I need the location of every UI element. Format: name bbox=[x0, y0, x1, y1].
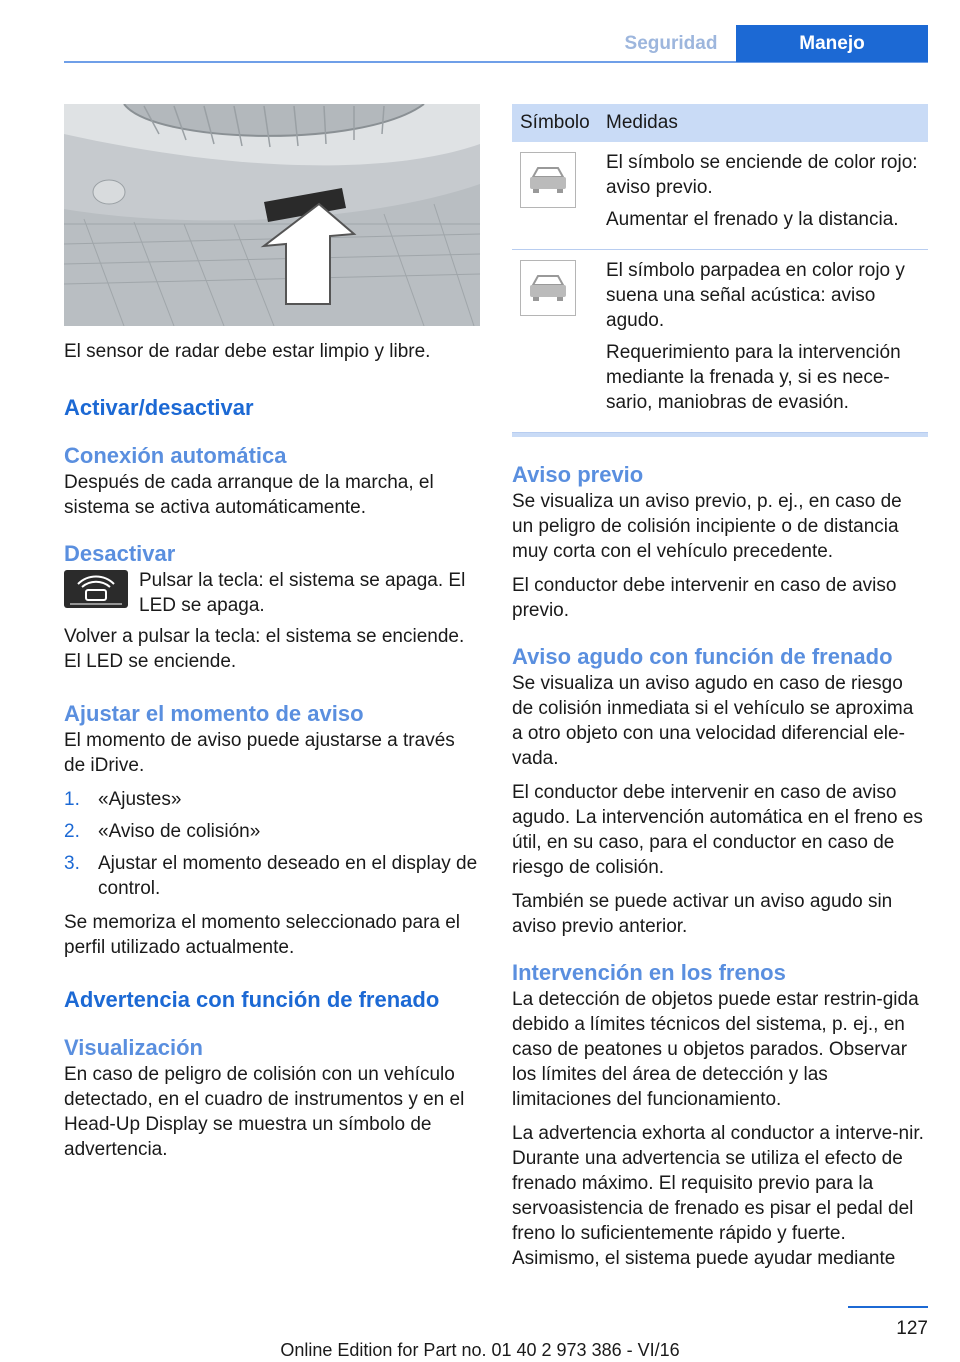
edition-footer: Online Edition for Part no. 01 40 2 973 386 - VI/16 bbox=[280, 1340, 680, 1360]
car-warning-symbol-icon bbox=[520, 152, 576, 208]
paragraph-auto: Después de cada arranque de la marcha, el sistema se activa automáticamente. bbox=[64, 472, 434, 518]
tab-driving[interactable]: Manejo bbox=[736, 25, 928, 62]
paragraph-acute-1: Se visualiza un aviso agudo en caso de riesgo de colisión inmediata si el vehículo se aproxima a otro objeto con una velocidad diferencial ele-vada. bbox=[512, 673, 914, 769]
paragraph-press-key: Pulsar la tecla: el sistema se apaga. El LED se apaga. bbox=[139, 570, 466, 616]
paragraph-display: En caso de peligro de colisión con un vehículo detectado, en el cuadro de instrumentos y en el Head-Up Display se muestra un símbolo de advertencia. bbox=[64, 1064, 465, 1160]
steps-list bbox=[64, 787, 480, 901]
column-header-measures: Medidas bbox=[598, 104, 928, 142]
heading-acute-warning: Aviso agudo con función de frenado bbox=[512, 644, 893, 669]
list-item: 1. «Ajustes» bbox=[64, 789, 182, 810]
collision-warning-button-icon bbox=[64, 570, 128, 608]
paragraph-press-again: Volver a pulsar la tecla: el sistema se enciende. El LED se enciende. bbox=[64, 626, 465, 672]
column-header-symbol: Símbolo bbox=[512, 104, 598, 142]
figure-caption: El sensor de radar debe estar limpio y libre. bbox=[64, 341, 431, 362]
table-bottom-rule bbox=[512, 433, 928, 437]
heading-brake-intervention: Intervención en los frenos bbox=[512, 960, 786, 985]
heading-prewarning: Aviso previo bbox=[512, 462, 644, 487]
page-number: 127 bbox=[896, 1318, 928, 1339]
heading-auto-connection: Conexión automática bbox=[64, 443, 287, 468]
row1-text-2: Aumentar el frenado y la distancia. bbox=[606, 209, 899, 230]
radar-sensor-illustration bbox=[64, 104, 480, 326]
heading-activate: Activar/desactivar bbox=[64, 395, 254, 420]
list-item: 3. Ajustar el momento deseado en el display de control. bbox=[64, 853, 478, 899]
paragraph-adjust: El momento de aviso puede ajustarse a través de iDrive. bbox=[64, 730, 455, 776]
table-header-row bbox=[512, 104, 928, 142]
row2-text-1: El símbolo parpadea en color rojo y suena una señal acústica: aviso agudo. bbox=[606, 260, 905, 331]
table-row bbox=[512, 250, 928, 433]
deactivate-instruction bbox=[64, 568, 480, 618]
paragraph-prewarn-2: El conductor debe intervenir en caso de aviso previo. bbox=[512, 575, 897, 621]
paragraph-brake-1: La detección de objetos puede estar restrin-gida debido a límites técnicos del sistema, p. ej., en caso de peatones u objetos parados. Observar los límites del área de detección y las limitaciones del funcionamiento. bbox=[512, 989, 919, 1110]
paragraph-prewarn-1: Se visualiza un aviso previo, p. ej., en caso de un peligro de colisión incipiente o de distancia muy corta con el vehículo precedente. bbox=[512, 491, 902, 562]
row1-text-1: El símbolo se enciende de color rojo: aviso previo. bbox=[606, 152, 918, 198]
list-item: 2. «Aviso de colisión» bbox=[64, 821, 261, 842]
paragraph-acute-2: El conductor debe intervenir en caso de aviso agudo. La intervención automática en el freno es útil, en su caso, para el conductor en caso de riesgo de colisión. bbox=[512, 782, 923, 878]
car-warning-flashing-symbol-icon bbox=[520, 260, 576, 316]
right-column bbox=[512, 104, 928, 1280]
heading-adjust-warning: Ajustar el momento de aviso bbox=[64, 701, 364, 726]
row2-text-2: Requerimiento para la intervención mediante la frenada y, si es nece-sario, maniobras de evasión. bbox=[606, 342, 901, 413]
table-row bbox=[512, 142, 928, 250]
symbol-table bbox=[512, 104, 928, 433]
paragraph-acute-3: También se puede activar un aviso agudo sin aviso previo anterior. bbox=[512, 891, 893, 937]
footer-rule bbox=[848, 1306, 928, 1308]
heading-warning-braking: Advertencia con función de frenado bbox=[64, 987, 440, 1012]
left-column bbox=[64, 104, 480, 1171]
paragraph-brake-2: La advertencia exhorta al conductor a interve-nir. Durante una advertencia se utiliza el efecto de frenado máximo. El requisito previo para la servoasistencia de frenado es pisar el pedal del freno lo suficientemente rápido y fuerte. Asimismo, el sistema puede ayudar mediante bbox=[512, 1123, 924, 1269]
heading-display: Visualización bbox=[64, 1035, 203, 1060]
heading-deactivate: Desactivar bbox=[64, 541, 176, 566]
tab-security[interactable]: Seguridad bbox=[624, 32, 718, 54]
paragraph-memorize: Se memoriza el momento seleccionado para el perfil utilizado actualmente. bbox=[64, 912, 461, 958]
